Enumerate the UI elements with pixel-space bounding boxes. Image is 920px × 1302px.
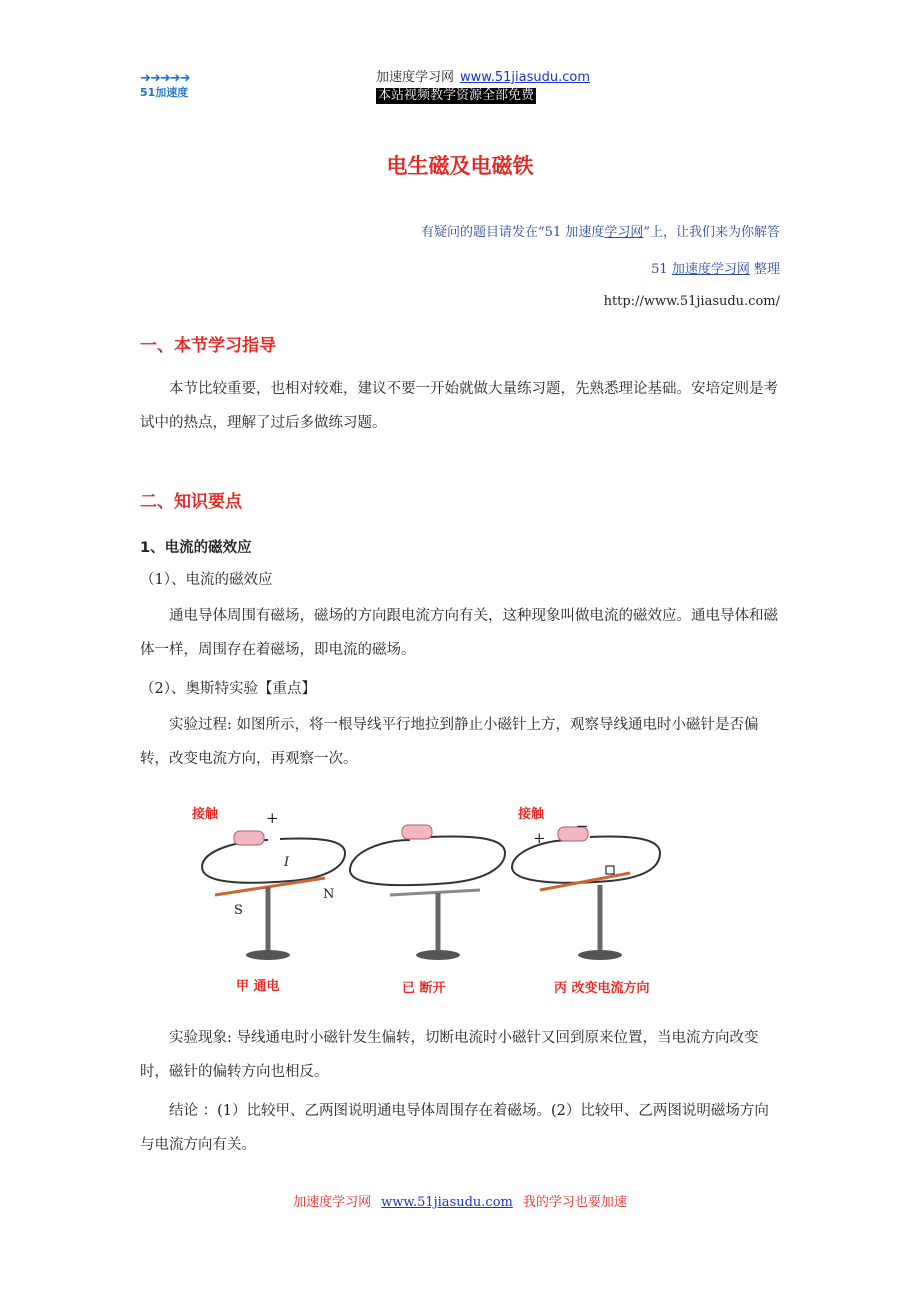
page-footer bbox=[0, 1191, 920, 1210]
minus-label-c: − bbox=[576, 817, 589, 835]
marker-square-icon bbox=[606, 866, 614, 874]
experiment-drawing bbox=[180, 795, 680, 1000]
phenomenon-text: 实验现象: 导线通电时小磁针发生偏转，切断电流时小磁针又回到原来位置，当电流方向改变时，磁针的偏转方向也相反。 bbox=[140, 1030, 759, 1080]
attribution2-prefix: 51 bbox=[651, 262, 672, 277]
panel-b bbox=[350, 825, 505, 960]
site-logo bbox=[140, 72, 210, 102]
section1-heading: 一、本节学习指导 bbox=[140, 336, 276, 356]
attribution-line1 bbox=[421, 221, 780, 240]
caption-c: 丙 改变电流方向 bbox=[554, 981, 650, 996]
footer-site-name: 加速度学习网 bbox=[293, 1195, 372, 1210]
conclusion-text: 结论 ：(1）比较甲、乙两图说明通电导体周围存在着磁场。(2）比较甲、乙两图说明磁场方向与电流方向有关。 bbox=[140, 1103, 769, 1153]
attribution-link[interactable]: 学习网 bbox=[604, 225, 644, 240]
header-site-link[interactable]: www.51jiasudu.com bbox=[460, 70, 590, 85]
caption-b: 已 断开 bbox=[402, 981, 446, 996]
south-label: S bbox=[234, 903, 243, 918]
item1-heading: （1）、电流的磁效应 bbox=[140, 572, 273, 588]
needle-b-icon bbox=[390, 890, 480, 895]
header-banner: 本站视频教学资源全部免费 bbox=[378, 88, 535, 103]
wire-loop-b bbox=[350, 837, 505, 886]
header-site-line bbox=[376, 70, 590, 86]
item1-text: 通电导体周围有磁场，磁场的方向跟电流方向有关，这种现象叫做电流的磁效应。通电导体和磁体一样，周围存在着磁场，即电流的磁场。 bbox=[140, 608, 778, 658]
battery-a-icon bbox=[234, 831, 264, 845]
attribution2-suffix: 整理 bbox=[749, 262, 780, 277]
attribution-text-b: ”上，让我们来为你解答 bbox=[643, 225, 780, 240]
header-site-name: 加速度学习网 bbox=[376, 70, 455, 85]
north-label: N bbox=[323, 887, 335, 902]
base-b-icon bbox=[416, 950, 460, 960]
attribution-url[interactable]: http://www.51jiasudu.com/ bbox=[603, 294, 780, 309]
oersted-experiment-figure bbox=[180, 795, 680, 1000]
item2-heading: （2）、奥斯特实验【重点】 bbox=[140, 681, 316, 697]
touch-label-a: 接触 bbox=[192, 807, 219, 822]
current-label-a: I bbox=[284, 855, 290, 870]
attribution2-link[interactable]: 加速度学习网 bbox=[671, 262, 750, 277]
item2-text: 实验过程: 如图所示，将一根导线平行地拉到静止小磁针上方，观察导线通电时小磁针是否偏转，改变电流方向，再观察一次。 bbox=[140, 717, 759, 767]
attribution-line2 bbox=[651, 258, 780, 277]
battery-b-icon bbox=[402, 825, 432, 839]
touch-label-c: 接触 bbox=[518, 807, 545, 822]
base-a-icon bbox=[246, 950, 290, 960]
footer-link[interactable]: www.51jiasudu.com bbox=[381, 1195, 513, 1210]
logo-text: 51加速度 bbox=[140, 86, 189, 99]
logo-arrows-icon: ➜➜➜➜➜ bbox=[140, 71, 190, 86]
subheading-magnetic-effect: 1、电流的磁效应 bbox=[140, 540, 252, 556]
page-title: 电生磁及电磁铁 bbox=[386, 154, 534, 178]
caption-a: 甲 通电 bbox=[236, 979, 280, 994]
footer-slogan: 我的学习也要加速 bbox=[522, 1195, 627, 1210]
attribution-text-a: 有疑问的题目请发在“51 加速度 bbox=[421, 225, 605, 240]
wire-loop-a bbox=[202, 838, 345, 882]
plus-label-c: + bbox=[533, 829, 546, 847]
base-c-icon bbox=[578, 950, 622, 960]
section2-heading: 二、知识要点 bbox=[140, 492, 242, 512]
section1-text: 本节比较重要，也相对较难，建议不要一开始就做大量练习题，先熟悉理论基础。安培定则是考试中的热点，理解了过后多做练习题。 bbox=[140, 381, 778, 431]
plus-label-a: + bbox=[266, 809, 279, 827]
